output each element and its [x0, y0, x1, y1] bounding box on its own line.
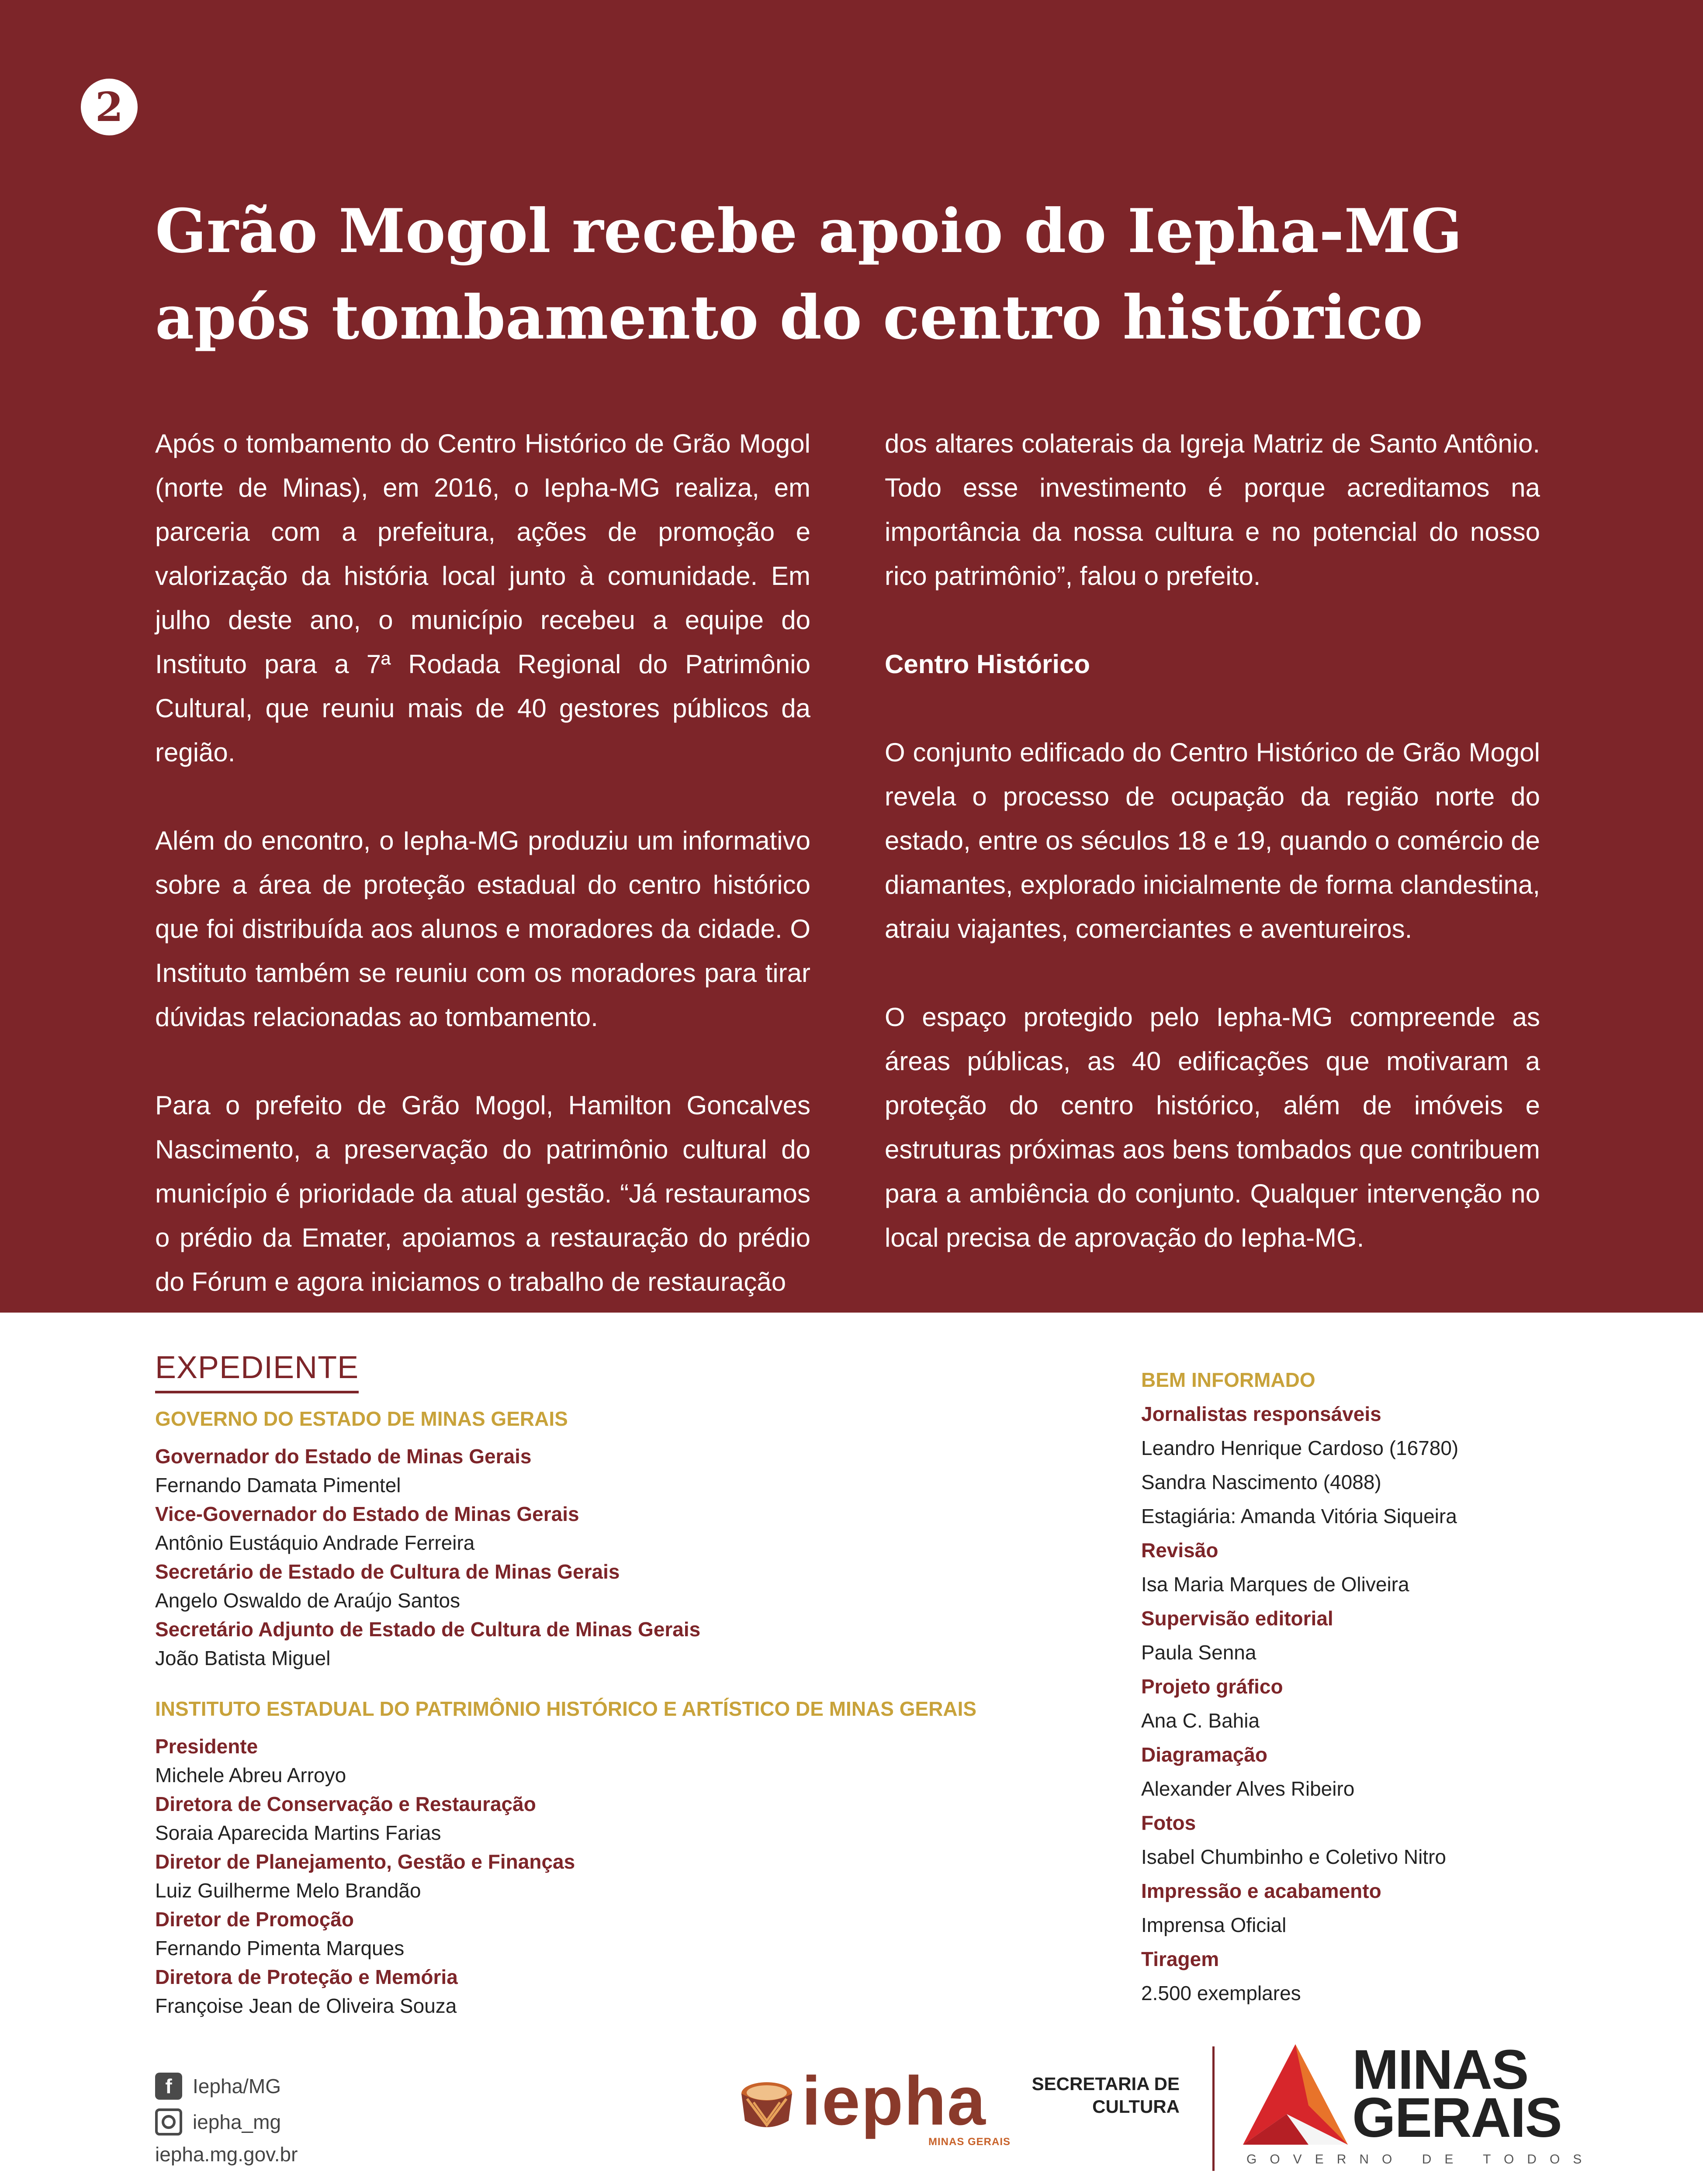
governo-tagline: GOVERNO DE TODOS	[1246, 2152, 1595, 2167]
credit-name: Imprensa Oficial	[1141, 1914, 1287, 1936]
credit-role: Diretor de Promoção	[155, 1908, 354, 1931]
secretaria-cultura-label	[1031, 2073, 1180, 2118]
credit-role: Vice-Governador do Estado de Minas Gerais	[155, 1503, 579, 1525]
article-column-left	[155, 422, 810, 1304]
triangle-logo-icon	[1239, 2040, 1352, 2149]
article-column-right	[885, 422, 1540, 1260]
credit-role: Diretor de Planejamento, Gestão e Finanças	[155, 1850, 575, 1873]
instagram-handle: iepha_mg	[193, 2111, 281, 2133]
article-paragraph: O espaço protegido pelo Iepha-MG compreende as áreas públicas, as 40 edificações que motivaram a proteção do centro histórico, além de imóveis e estruturas próximas aos bens tombados que contribuem para a ambiência do conjunto. Qualquer intervenção no local precisa de aprovação do Iepha-MG.	[885, 1002, 1540, 1252]
secretaria-line-2: CULTURA	[1092, 2096, 1180, 2117]
credit-role: Fotos	[1141, 1811, 1196, 1834]
bem-informado-credits	[1141, 1363, 1622, 2010]
credit-name: Françoise Jean de Oliveira Souza	[155, 1994, 457, 2017]
credit-role: Presidente	[155, 1735, 258, 1758]
facebook-icon: f	[155, 2073, 182, 2100]
credit-role: Projeto gráfico	[1141, 1675, 1283, 1698]
credit-name: Isabel Chumbinho e Coletivo Nitro	[1141, 1845, 1447, 1868]
headline	[155, 188, 1553, 361]
credit-role: Secretário Adjunto de Estado de Cultura de Minas Gerais	[155, 1618, 701, 1641]
credit-role: Supervisão editorial	[1141, 1607, 1333, 1630]
credit-role: Governador do Estado de Minas Gerais	[155, 1445, 532, 1468]
credit-name: Paula Senna	[1141, 1641, 1256, 1664]
credit-role: Revisão	[1141, 1539, 1218, 1562]
credit-name: Fernando Pimenta Marques	[155, 1937, 405, 1959]
credit-name: João Batista Miguel	[155, 1647, 331, 1669]
credit-name: Luiz Guilherme Melo Brandão	[155, 1879, 421, 1902]
credit-role: Tiragem	[1141, 1948, 1219, 1970]
credit-role: Diagramação	[1141, 1743, 1267, 1766]
iepha-logo	[734, 2063, 1011, 2151]
credit-name: Fernando Damata Pimentel	[155, 1474, 401, 1496]
credit-name: 2.500 exemplares	[1141, 1982, 1301, 2004]
expediente-title: EXPEDIENTE	[155, 1350, 359, 1393]
credit-name: Antônio Eustáquio Andrade Ferreira	[155, 1531, 475, 1554]
credit-role: Diretora de Proteção e Memória	[155, 1966, 458, 1988]
minas-wordmark: MINAS	[1352, 2039, 1528, 2101]
credit-name: Michele Abreu Arroyo	[155, 1764, 346, 1787]
iepha-subtitle: MINAS GERAIS	[928, 2136, 1011, 2148]
instagram-icon	[155, 2108, 182, 2136]
credit-name: Alexander Alves Ribeiro	[1141, 1777, 1355, 1800]
iepha-wordmark: iepha	[802, 2063, 986, 2139]
credit-name: Angelo Oswaldo de Araújo Santos	[155, 1589, 460, 1612]
article-paragraph: Após o tombamento do Centro Histórico de Grão Mogol (norte de Minas), em 2016, o Iepha-MG realiza, em parceria com a prefeitura, ações de promoção e valorização da história local junto à comunidade. Em julho deste ano, o município recebeu a equipe do Instituto para a 7ª Rodada Regional do Patrimônio Cultural, que reuniu mais de 40 gestores públicos da região.	[155, 429, 810, 767]
credit-role: Diretora de Conservação e Restauração	[155, 1793, 536, 1815]
credit-role: Secretário de Estado de Cultura de Minas Gerais	[155, 1560, 620, 1583]
credit-name: Estagiária: Amanda Vitória Siqueira	[1141, 1505, 1457, 1527]
article-paragraph: O conjunto edificado do Centro Histórico de Grão Mogol revela o processo de ocupação da região norte do estado, entre os séculos 18 e 19, quando o comércio de diamantes, explorado inicialmente de forma clandestina, atraiu viajantes, comerciantes e aventureiros.	[885, 738, 1540, 943]
drum-icon	[734, 2073, 800, 2138]
headline-line-2: após tombamento do centro histórico	[155, 282, 1423, 353]
facebook-handle: Iepha/MG	[193, 2075, 281, 2098]
expediente-credits	[155, 1404, 1073, 2020]
gerais-wordmark: GERAIS	[1352, 2087, 1561, 2149]
credit-name: Isa Maria Marques de Oliveira	[1141, 1573, 1409, 1596]
article-paragraph: Para o prefeito de Grão Mogol, Hamilton Goncalves Nascimento, a preservação do patrimônio cultural do município é prioridade da atual gestão. “Já restauramos o prédio da Emater, apoiamos a restauração do prédio do Fórum e agora iniciamos o trabalho de restauração	[155, 1091, 810, 1296]
credit-role: Impressão e acabamento	[1141, 1880, 1381, 1902]
article-subheading: Centro Histórico	[885, 650, 1090, 679]
governo-heading: GOVERNO DO ESTADO DE MINAS GERAIS	[155, 1407, 568, 1430]
instagram-link[interactable]	[155, 2104, 298, 2140]
instituto-heading: INSTITUTO ESTADUAL DO PATRIMÔNIO HISTÓRICO E ARTÍSTICO DE MINAS GERAIS	[155, 1697, 977, 1720]
credit-name: Ana C. Bahia	[1141, 1709, 1260, 1732]
headline-line-1: Grão Mogol recebe apoio do Iepha-MG	[155, 195, 1463, 266]
minas-gerais-logo	[1239, 2038, 1595, 2169]
credit-name: Soraia Aparecida Martins Farias	[155, 1821, 441, 1844]
divider	[1212, 2046, 1215, 2171]
credit-role: Jornalistas responsáveis	[1141, 1403, 1381, 1425]
page-number-badge: 2	[81, 79, 138, 135]
article-paragraph: Além do encontro, o Iepha-MG produziu um informativo sobre a área de proteção estadual do centro histórico que foi distribuída aos alunos e moradores da cidade. O Instituto também se reuniu com os moradores para tirar dúvidas relacionadas ao tombamento.	[155, 826, 810, 1032]
social-links	[155, 2068, 298, 2166]
credit-name: Sandra Nascimento (4088)	[1141, 1471, 1381, 1493]
secretaria-line-1: SECRETARIA DE	[1031, 2073, 1180, 2094]
credit-name: Leandro Henrique Cardoso (16780)	[1141, 1437, 1459, 1459]
facebook-link[interactable]	[155, 2068, 298, 2104]
article-paragraph: dos altares colaterais da Igreja Matriz de Santo Antônio. Todo esse investimento é porque acreditamos na importância da nossa cultura e no potencial do nosso rico patrimônio”, falou o prefeito.	[885, 429, 1540, 591]
website-link[interactable]: iepha.mg.gov.br	[155, 2143, 298, 2166]
bem-informado-heading: BEM INFORMADO	[1141, 1368, 1315, 1391]
